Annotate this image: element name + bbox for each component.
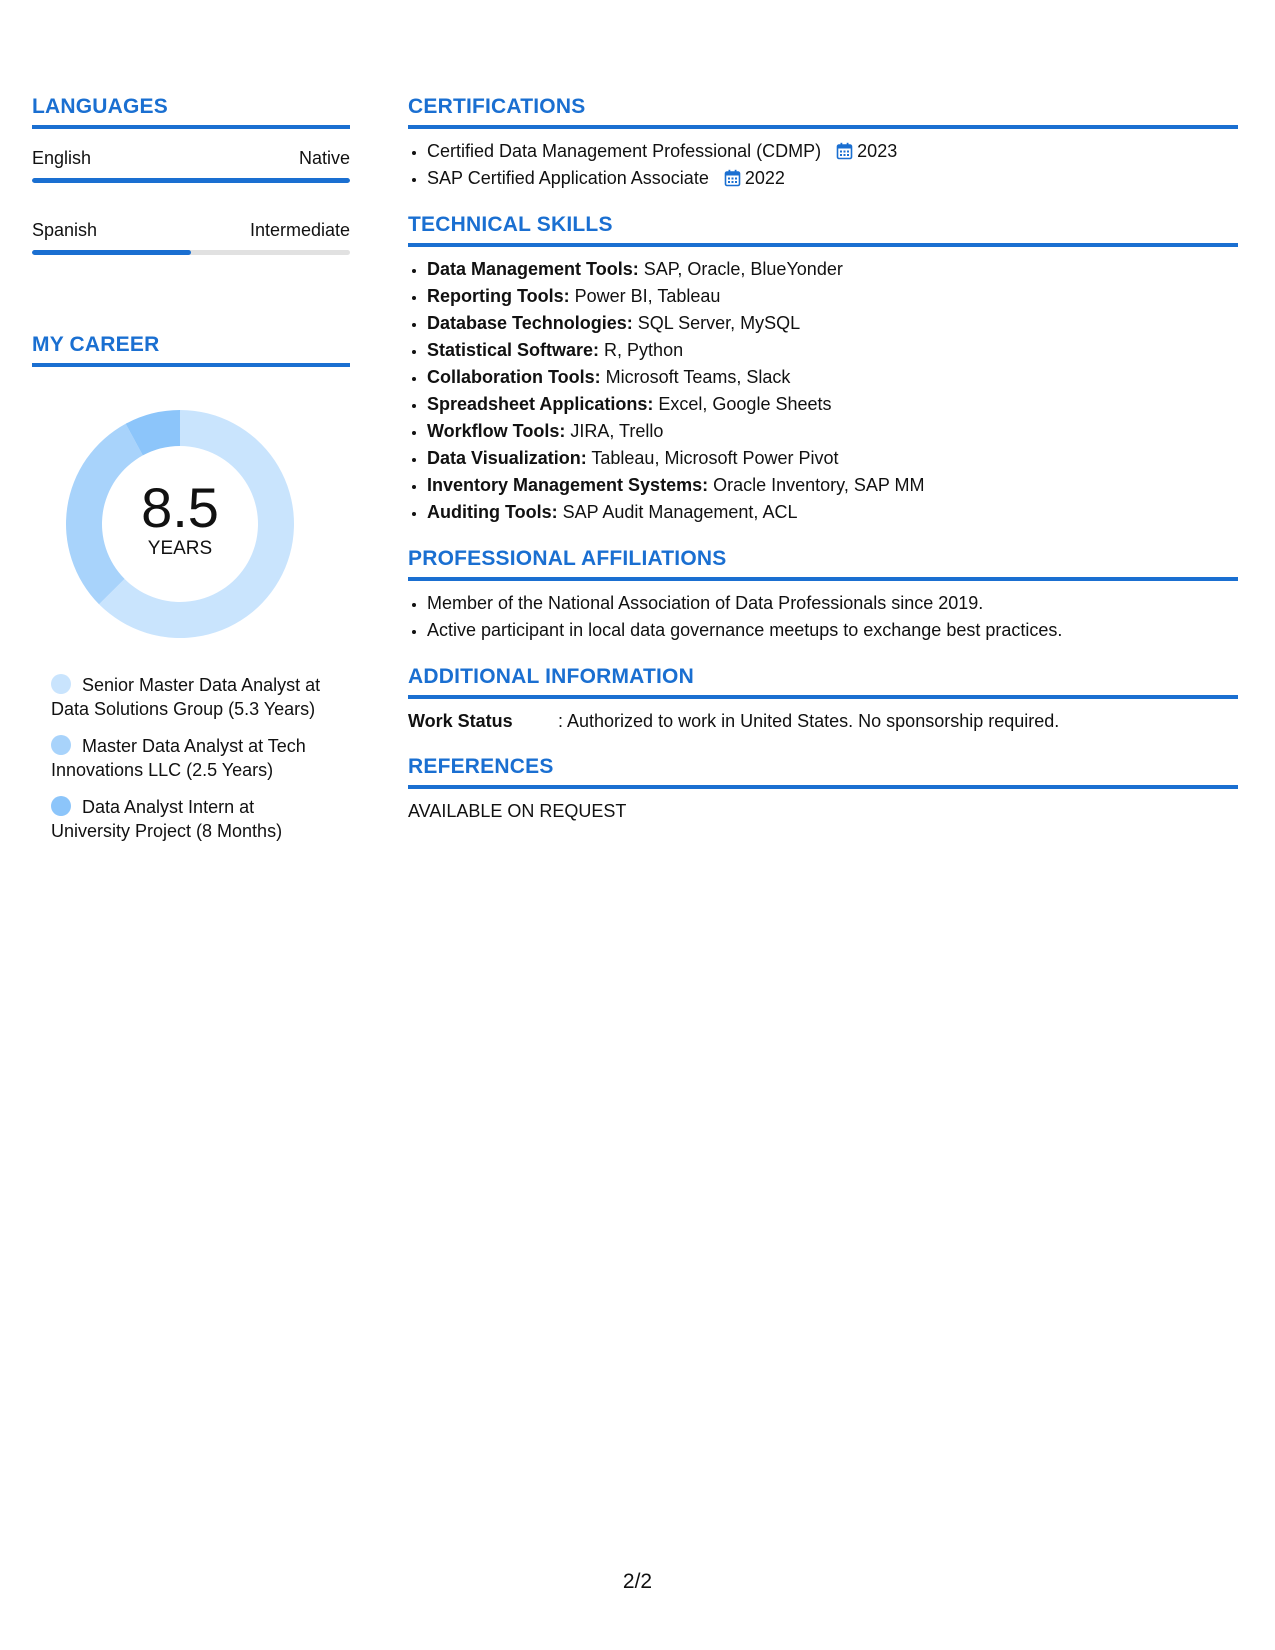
- language-proficiency-bar: [32, 178, 350, 183]
- language-row: [32, 219, 350, 241]
- certification-year: 2022: [744, 168, 785, 188]
- affiliations-heading: PROFESSIONAL AFFILIATIONS: [408, 546, 1238, 581]
- career-item-text: Master Data Analyst at Tech Innovations LLC (2.5 Years): [51, 736, 306, 780]
- career-item-text: Data Analyst Intern at University Project (8 Months): [51, 797, 283, 841]
- skill-label: Spreadsheet Applications:: [427, 394, 654, 414]
- language-item-english: [32, 147, 350, 183]
- career-heading: MY CAREER: [32, 332, 350, 367]
- skill-label: Auditing Tools:: [427, 502, 558, 522]
- additional-info-heading: ADDITIONAL INFORMATION: [408, 664, 1238, 699]
- work-status-row: [408, 708, 1238, 734]
- affiliations-section: [408, 546, 1238, 644]
- technical-skills-heading: TECHNICAL SKILLS: [408, 212, 1238, 247]
- skill-item: [427, 337, 1238, 364]
- skill-item: [427, 364, 1238, 391]
- affiliations-list: [408, 590, 1238, 644]
- technical-skills-list: [408, 256, 1238, 526]
- skill-label: Data Visualization:: [427, 448, 587, 468]
- language-level: Intermediate: [249, 220, 350, 240]
- career-list: [51, 673, 326, 843]
- certification-name: SAP Certified Application Associate: [427, 168, 709, 188]
- certification-item: [427, 138, 1238, 165]
- skill-value: SQL Server, MySQL: [632, 313, 801, 333]
- skill-label: Statistical Software:: [427, 340, 600, 360]
- technical-skills-section: [408, 212, 1238, 526]
- languages-section: [32, 94, 350, 255]
- references-heading: REFERENCES: [408, 754, 1238, 789]
- career-item: [51, 673, 326, 721]
- skill-item: [427, 499, 1238, 526]
- skill-label: Collaboration Tools:: [427, 367, 601, 387]
- right-column: [408, 94, 1238, 844]
- skill-value: Oracle Inventory, SAP MM: [708, 475, 925, 495]
- skill-item: [427, 256, 1238, 283]
- skill-label: Workflow Tools:: [427, 421, 566, 441]
- affiliation-item: • Active participant in local data governance meetups to exchange best practices.: [427, 617, 1238, 644]
- skill-value: Power BI, Tableau: [569, 286, 721, 306]
- references-text: AVAILABLE ON REQUEST: [408, 801, 627, 821]
- skill-item: [427, 472, 1238, 499]
- work-status-value: : Authorized to work in United States. No sponsorship required.: [558, 711, 1060, 731]
- skill-item: [427, 418, 1238, 445]
- certifications-heading: CERTIFICATIONS: [408, 94, 1238, 129]
- career-legend-dot: [51, 735, 71, 755]
- skill-value: SAP, Oracle, BlueYonder: [638, 259, 843, 279]
- skill-label: Data Management Tools:: [427, 259, 639, 279]
- skill-value: Tableau, Microsoft Power Pivot: [586, 448, 839, 468]
- skill-value: SAP Audit Management, ACL: [557, 502, 798, 522]
- certifications-section: [408, 94, 1238, 192]
- language-proficiency-fill: [32, 178, 350, 183]
- affiliation-item: • Member of the National Association of Data Professionals since 2019.: [427, 590, 1238, 617]
- career-donut-chart: [66, 410, 294, 638]
- language-proficiency-fill: [32, 250, 191, 255]
- career-total-years: 8.5: [141, 476, 219, 539]
- donut-center: [66, 410, 294, 638]
- language-item-spanish: [32, 219, 350, 255]
- skill-value: JIRA, Trello: [565, 421, 664, 441]
- skill-value: Excel, Google Sheets: [653, 394, 832, 414]
- language-proficiency-bar: [32, 250, 350, 255]
- certification-item: [427, 165, 1238, 192]
- work-status-label: Work Status: [408, 711, 513, 731]
- career-section: [32, 332, 350, 843]
- skill-value: Microsoft Teams, Slack: [600, 367, 791, 387]
- career-item: [51, 734, 326, 782]
- skill-item: [427, 283, 1238, 310]
- references-section: [408, 754, 1238, 824]
- language-row: [32, 147, 350, 169]
- skill-value: R, Python: [599, 340, 684, 360]
- skill-label: Inventory Management Systems:: [427, 475, 709, 495]
- languages-heading: LANGUAGES: [32, 94, 350, 129]
- page-number: 2/2: [622, 1570, 653, 1593]
- certification-name: Certified Data Management Professional (CDMP): [427, 141, 822, 161]
- language-name: English: [32, 148, 92, 168]
- skill-item: [427, 310, 1238, 337]
- career-legend-dot: [51, 674, 71, 694]
- certification-year: 2023: [857, 141, 898, 161]
- language-level: Native: [298, 148, 350, 168]
- career-total-unit: YEARS: [147, 538, 213, 559]
- certifications-list: [408, 138, 1238, 192]
- left-column: [32, 94, 350, 856]
- calendar-icon: [836, 142, 853, 160]
- calendar-icon: [724, 169, 741, 187]
- career-legend-dot: [51, 796, 71, 816]
- language-name: Spanish: [32, 220, 98, 240]
- skill-item: [427, 445, 1238, 472]
- skill-label: Database Technologies:: [427, 313, 633, 333]
- career-item: [51, 795, 326, 843]
- skill-item: [427, 391, 1238, 418]
- additional-info-section: [408, 664, 1238, 734]
- skill-label: Reporting Tools:: [427, 286, 570, 306]
- career-item-text: Senior Master Data Analyst at Data Solutions Group (5.3 Years): [51, 675, 321, 719]
